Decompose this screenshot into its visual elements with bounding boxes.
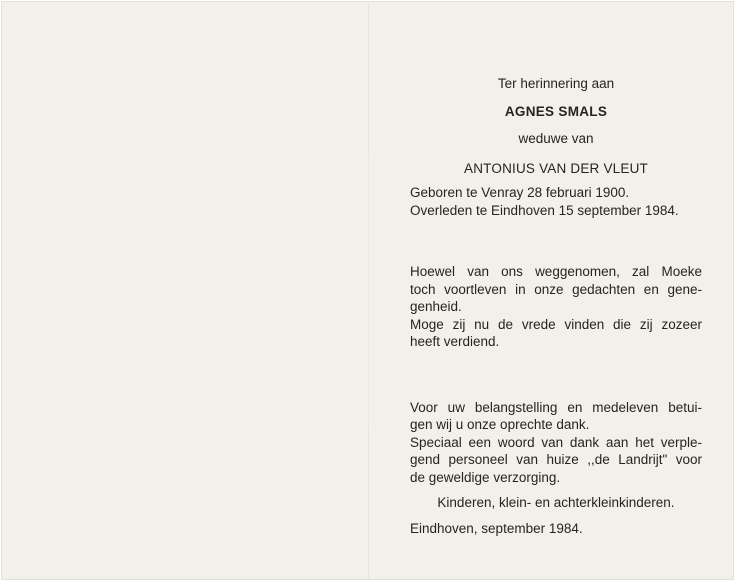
spouse-name: ANTONIUS VAN DER VLEUT xyxy=(464,160,648,176)
deceased-name: AGNES SMALS xyxy=(504,103,608,119)
memorial-line: toch voortleven in onze gedachten en gene- xyxy=(410,281,702,297)
memorial-card xyxy=(1,1,734,580)
thanks-line: Speciaal een woord van dank aan het verple- xyxy=(410,434,702,450)
memorial-line: heeft verdiend. xyxy=(410,334,500,349)
memorial-line: Moge zij nu de vrede vinden die zij zozeer xyxy=(410,316,702,332)
relation-line: weduwe van xyxy=(518,131,594,146)
memorial-line: Hoewel van ons weggenomen, zal Moeke xyxy=(410,264,702,279)
thanks-line: gend personeel van huize ,,de Landrijt" voor xyxy=(410,452,702,467)
intro-line: Ter herinnering aan xyxy=(497,76,615,91)
thanks-line: Voor uw belangstelling en medeleven betui- xyxy=(410,399,702,415)
family-line: Kinderen, klein- en achterkleinkinderen. xyxy=(437,495,675,510)
memorial-text xyxy=(410,263,702,351)
card-fold-line xyxy=(368,1,369,580)
place-date-line: Eindhoven, september 1984. xyxy=(410,520,583,536)
thanks-line: gen wij u onze oprechte dank. xyxy=(410,417,590,432)
thanks-line: de geweldige verzorging. xyxy=(410,469,561,485)
thanks-text xyxy=(410,399,702,487)
birth-line: Geboren te Venray 28 februari 1900. xyxy=(410,185,630,200)
card-inner-page xyxy=(410,75,702,537)
memorial-line: genheid. xyxy=(410,299,462,314)
death-line: Overleden te Eindhoven 15 september 1984. xyxy=(410,202,679,218)
